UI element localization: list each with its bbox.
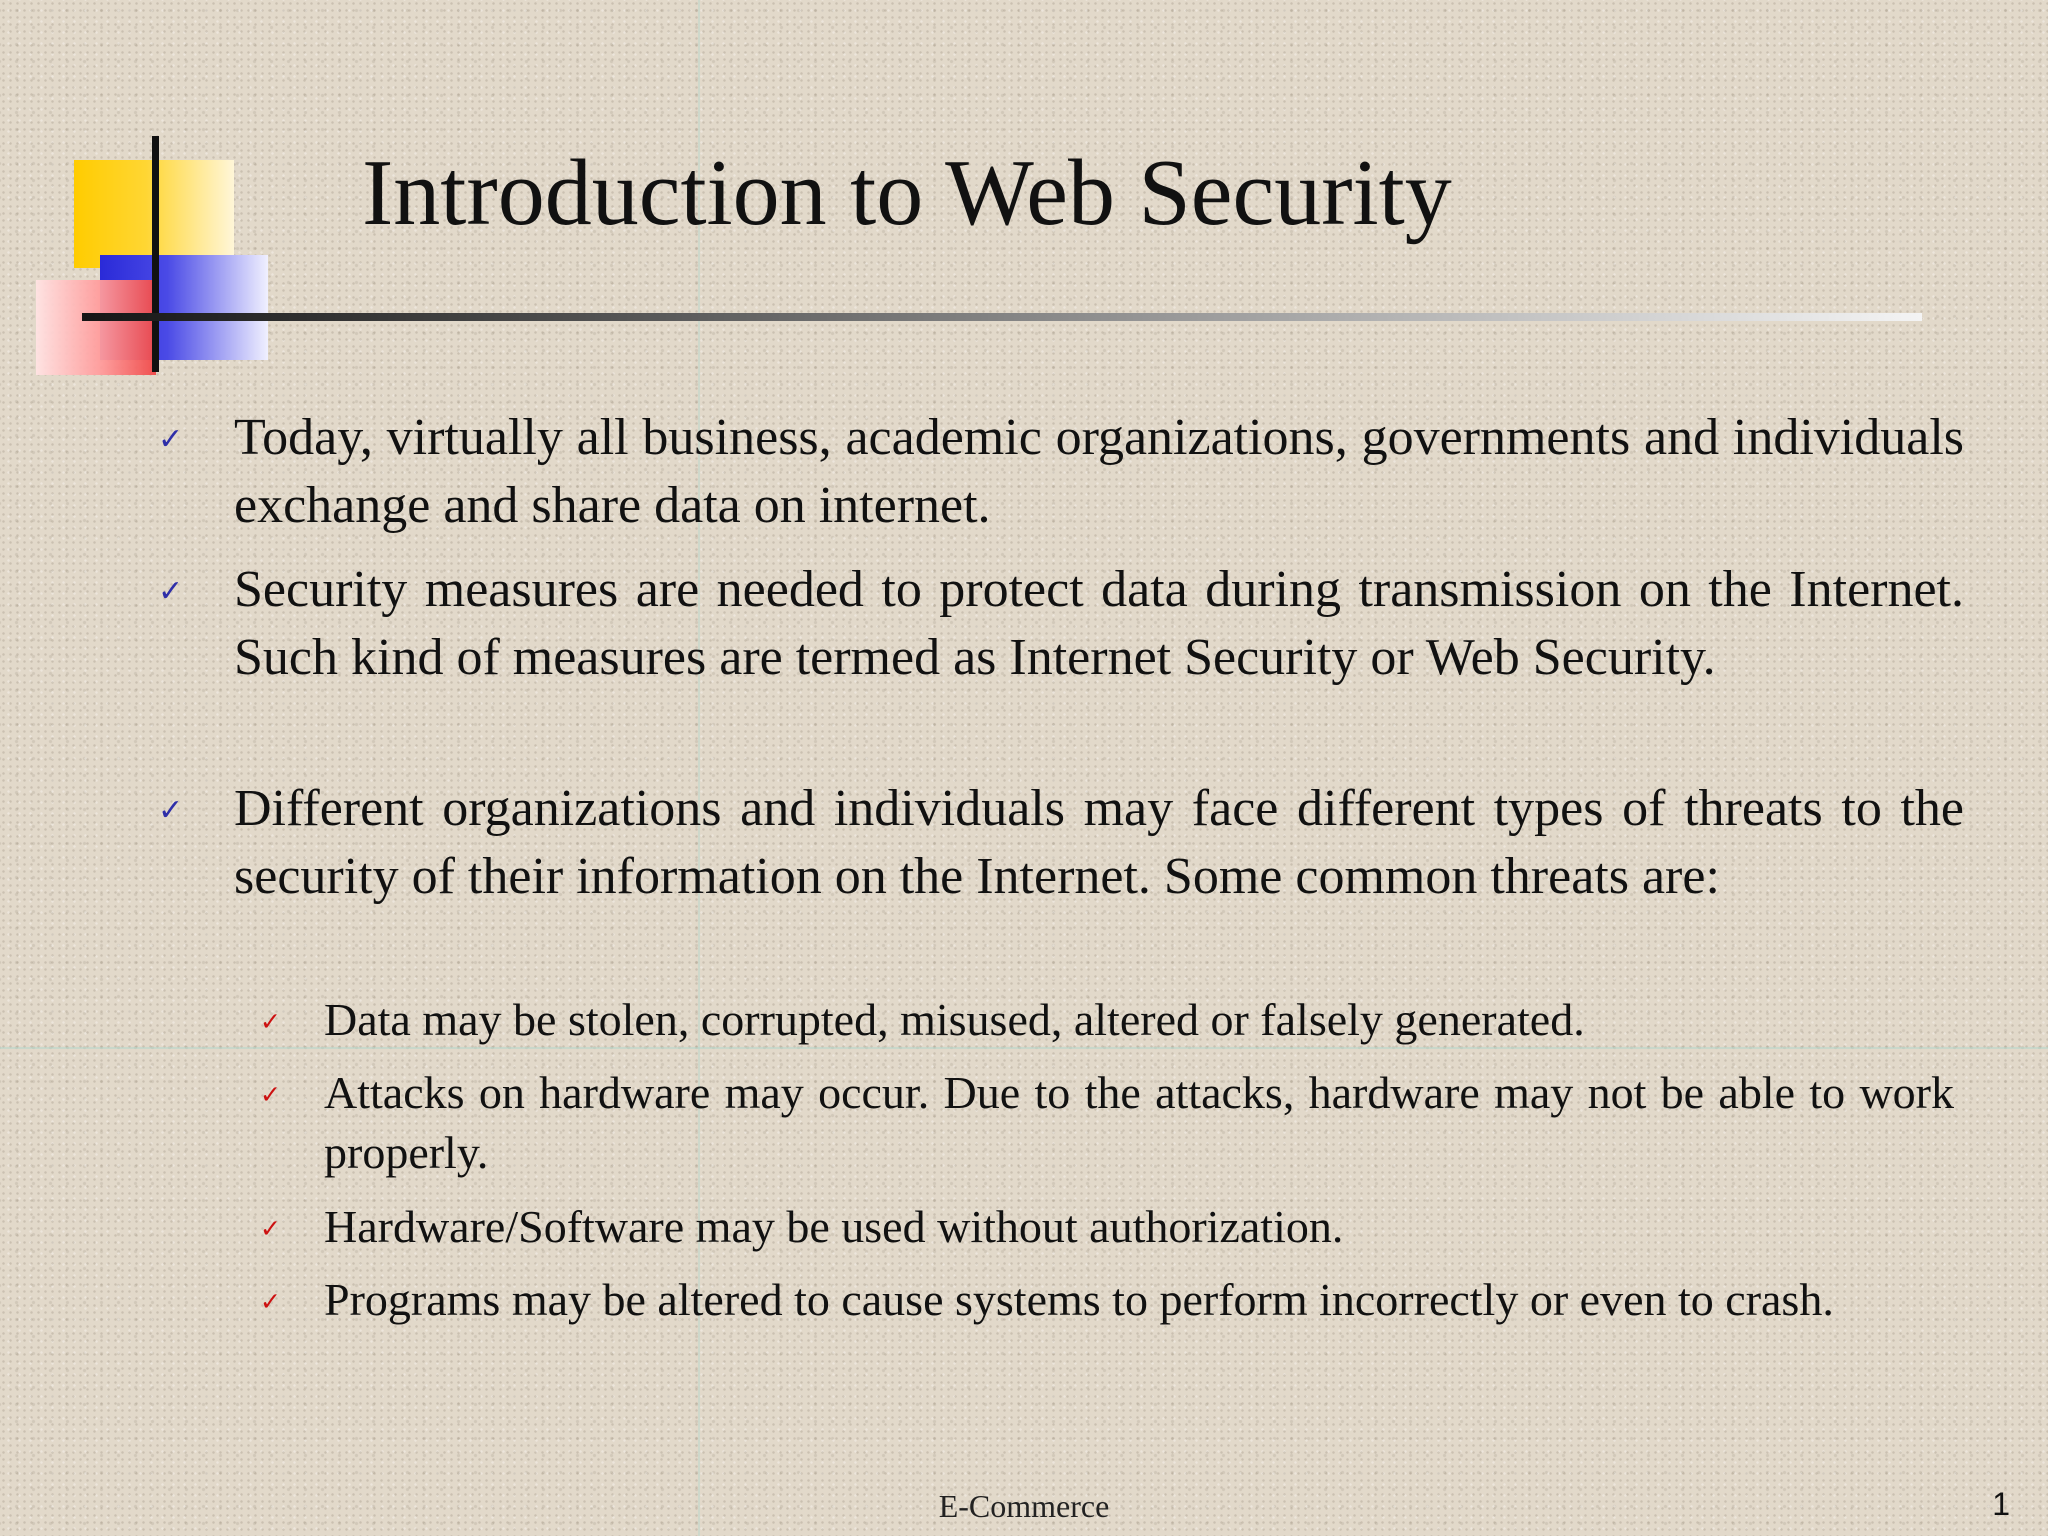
sub-bullet-item bbox=[260, 1063, 1954, 1183]
checkmark-icon: ✓ bbox=[158, 793, 184, 828]
sub-bullet-text: Data may be stolen, corrupted, misused, altered or falsely generated. bbox=[324, 994, 1585, 1045]
sub-bullet-text: Programs may be altered to cause systems to perform incorrectly or even to crash. bbox=[324, 1274, 1834, 1325]
sub-bullet-text: Hardware/Software may be used without authorization. bbox=[324, 1201, 1344, 1252]
bullet-item bbox=[158, 556, 1964, 692]
bullet-text: Security measures are needed to protect data during transmission on the Internet. Such kind of measures are termed as Internet Security or Web Security. bbox=[234, 561, 1964, 686]
bullet-item bbox=[158, 404, 1964, 540]
checkmark-icon: ✓ bbox=[260, 1287, 281, 1316]
page-number: 1 bbox=[1992, 1486, 2010, 1522]
sub-bullet-text: Attacks on hardware may occur. Due to the attacks, hardware may not be able to work properly. bbox=[324, 1067, 1954, 1178]
title-underline-rule bbox=[82, 313, 1922, 321]
slide-title: Introduction to Web Security bbox=[362, 141, 1452, 245]
checkmark-icon: ✓ bbox=[158, 574, 184, 609]
sub-bullet-item bbox=[260, 1197, 1954, 1257]
bullet-item bbox=[158, 775, 1964, 911]
red-square-shape bbox=[36, 280, 156, 375]
slide-footer: E-Commerce bbox=[938, 1488, 1110, 1524]
checkmark-icon: ✓ bbox=[260, 1007, 281, 1036]
checkmark-icon: ✓ bbox=[260, 1214, 281, 1243]
bullet-text: Today, virtually all business, academic organizations, governments and individuals exchange and share data on internet. bbox=[234, 409, 1964, 534]
checkmark-icon: ✓ bbox=[260, 1080, 281, 1109]
logo-vertical-line bbox=[152, 136, 159, 372]
sub-bullet-item bbox=[260, 990, 1954, 1050]
checkmark-icon: ✓ bbox=[158, 422, 184, 457]
bullet-text: Different organizations and individuals may face different types of threats to the security of their information on the Internet. Some common threats are: bbox=[234, 780, 1964, 905]
sub-bullet-item bbox=[260, 1270, 1954, 1330]
decorative-logo-blocks bbox=[30, 130, 280, 380]
